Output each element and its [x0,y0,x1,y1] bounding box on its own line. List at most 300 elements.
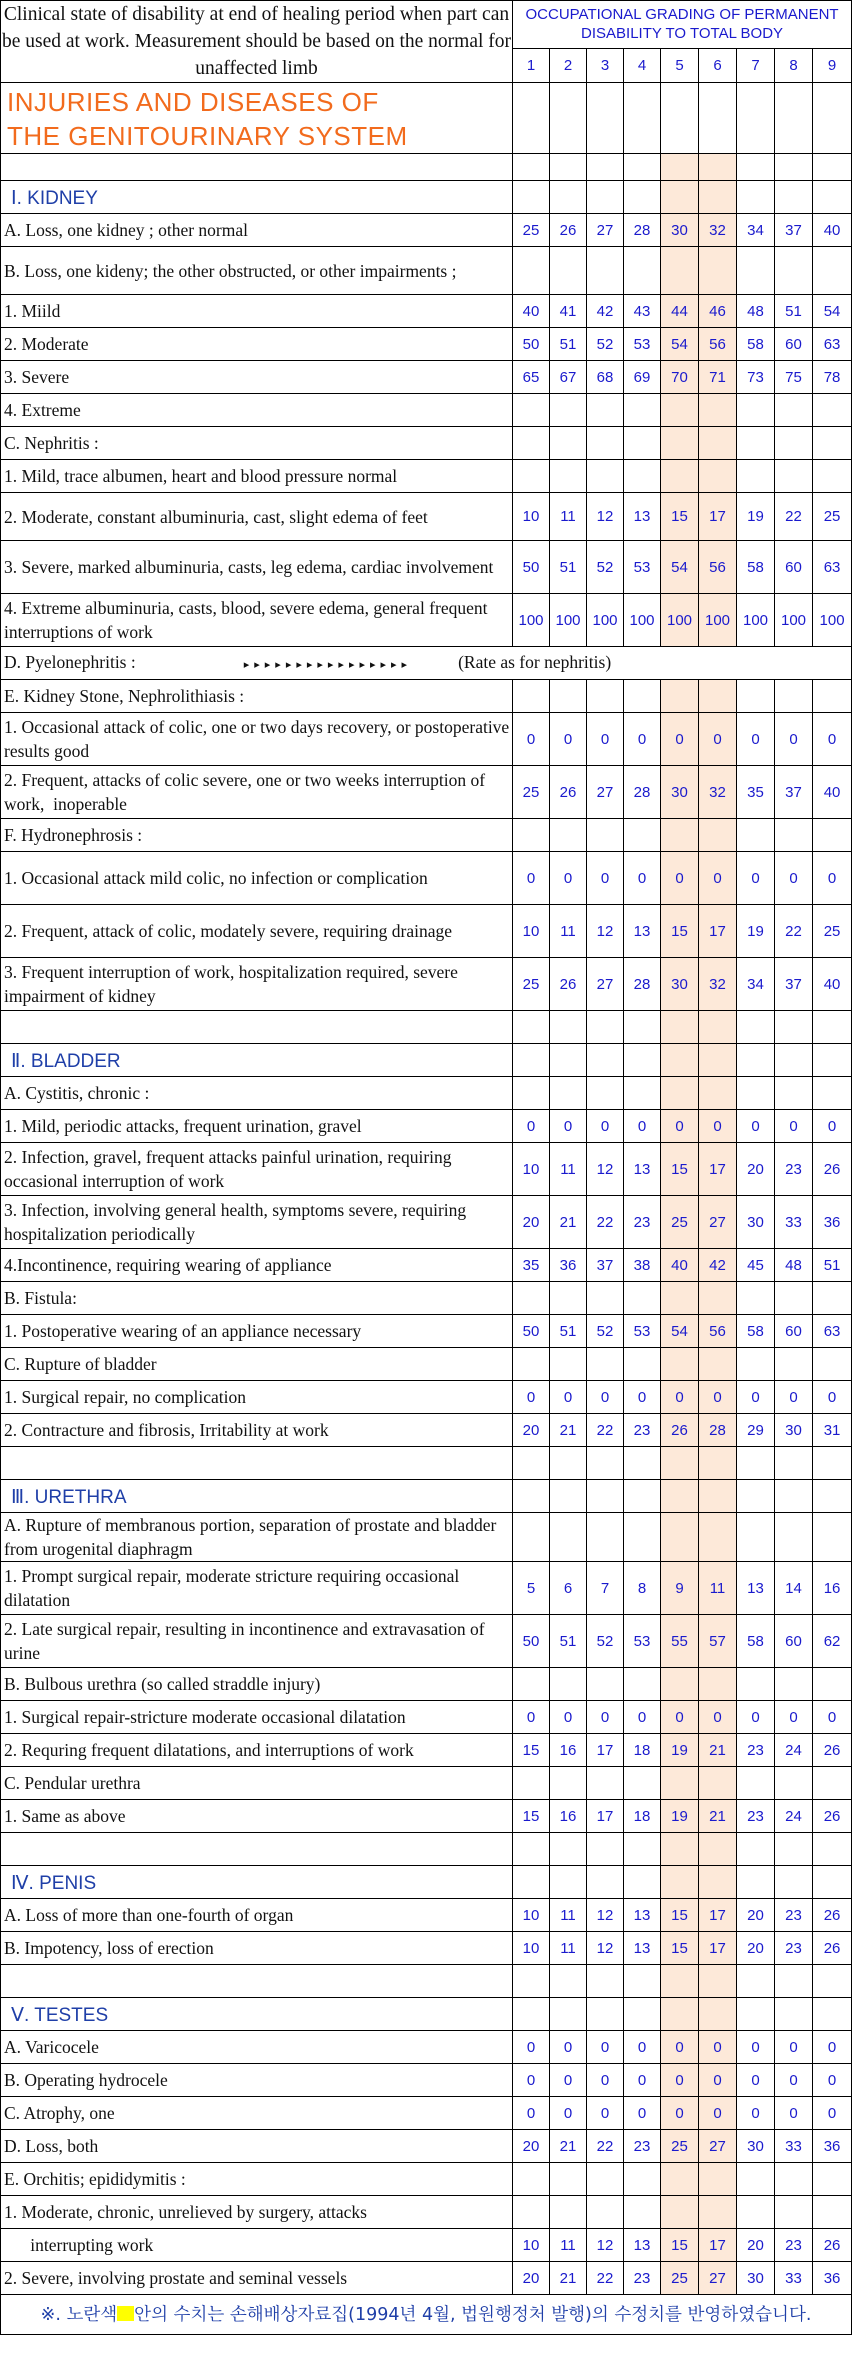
grade-value-col-8: 100 [775,594,813,647]
grade-value-col-2: 0 [550,852,587,905]
grade-value-col-9: 26 [813,1143,852,1196]
grade-value-col-2: 41 [550,295,587,328]
grade-value-col-5 [661,819,699,852]
grade-value-col-2: 6 [550,1562,587,1615]
disability-row [1,713,852,766]
grade-value-col-9: 0 [813,713,852,766]
grade-value-col-6 [699,181,737,214]
grade-value-col-3: 12 [587,1143,624,1196]
grade-value-col-4: 0 [624,1110,661,1143]
grade-value-col-2 [550,1767,587,1800]
grade-value-col-8: 33 [775,1196,813,1249]
grade-value-col-3: 42 [587,295,624,328]
disability-row [1,361,852,394]
disability-row [1,1800,852,1833]
grade-value-col-4: 0 [624,852,661,905]
row-label: 3. Severe, marked albuminuria, casts, leg edema, cardiac involvement [1,541,513,594]
grade-value-col-8: 14 [775,1562,813,1615]
grade-value-col-2 [550,680,587,713]
grade-value-col-9: 40 [813,766,852,819]
grade-value-col-3 [587,1348,624,1381]
grade-value-col-8: 23 [775,1932,813,1965]
row-label: 1. Mild, periodic attacks, frequent urination, gravel [1,1110,513,1143]
grade-value-col-2: 11 [550,905,587,958]
grade-value-col-3 [587,2196,624,2229]
grade-value-col-7: 20 [737,2229,775,2262]
grade-value-col-6 [699,1513,737,1562]
grade-value-col-4 [624,1011,661,1044]
grade-value-col-1 [513,1044,550,1077]
grade-value-col-4: 13 [624,2229,661,2262]
grade-value-col-8: 33 [775,2130,813,2163]
grade-value-col-7 [737,2196,775,2229]
grade-value-col-8 [775,460,813,493]
section-row [1,1866,852,1899]
disability-row [1,2130,852,2163]
grade-value-col-4 [624,819,661,852]
grade-value-col-2 [550,427,587,460]
grade-value-col-4 [624,394,661,427]
grade-value-col-7 [737,154,775,181]
disability-row [1,1249,852,1282]
grade-value-col-4: 53 [624,541,661,594]
grade-value-col-5: 15 [661,905,699,958]
disability-row [1,819,852,852]
grade-value-col-7: 20 [737,1932,775,1965]
grade-value-col-6: 0 [699,1701,737,1734]
row-label: 1. Postoperative wearing of an appliance necessary [1,1315,513,1348]
grade-value-col-2: 0 [550,2064,587,2097]
grade-value-col-1: 15 [513,1800,550,1833]
grade-value-col-6: 32 [699,214,737,247]
row-label: 2. Moderate, constant albuminuria, cast, slight edema of feet [1,493,513,541]
disability-row [1,214,852,247]
grade-value-col-4: 23 [624,2130,661,2163]
grade-value-col-4: 38 [624,1249,661,1282]
grade-value-col-7: 23 [737,1734,775,1767]
grade-value-col-4: 28 [624,214,661,247]
grade-value-col-5 [661,1480,699,1513]
empty-cell [1,154,513,181]
grade-value-col-7 [737,2163,775,2196]
grade-value-col-6 [699,427,737,460]
grade-value-col-8: 60 [775,541,813,594]
disability-row [1,1767,852,1800]
grade-value-col-4: 0 [624,2097,661,2130]
grade-value-col-8: 0 [775,2064,813,2097]
disability-row [1,2097,852,2130]
grade-value-col-2: 26 [550,958,587,1011]
grade-value-col-3 [587,1480,624,1513]
grade-value-col-8 [775,1767,813,1800]
column-header-6: 6 [699,48,737,82]
grade-value-col-1 [513,1866,550,1899]
grade-value-col-7: 19 [737,493,775,541]
grade-value-col-3 [587,154,624,181]
grade-value-col-4 [624,1833,661,1866]
grade-value-col-7: 58 [737,1315,775,1348]
grade-value-col-1: 25 [513,214,550,247]
section-heading: Ⅰ. KIDNEY [1,181,513,214]
grade-value-col-6 [699,460,737,493]
grade-value-col-8 [775,1011,813,1044]
disability-row [1,394,852,427]
row-label: 2. Frequent, attacks of colic severe, one or two weeks interruption of work, inoperable [1,766,513,819]
row-label: C. Pendular urethra [1,1767,513,1800]
grade-value-col-5 [661,1044,699,1077]
grade-value-col-9: 63 [813,1315,852,1348]
grade-value-col-6: 71 [699,361,737,394]
grade-value-col-2: 36 [550,1249,587,1282]
grade-value-col-1: 10 [513,905,550,958]
grade-value-col-1: 0 [513,2064,550,2097]
empty-cell [661,83,699,154]
grade-value-col-8: 37 [775,766,813,819]
grade-value-col-3: 0 [587,2031,624,2064]
grade-value-col-2: 21 [550,2130,587,2163]
grade-value-col-2 [550,2196,587,2229]
grade-value-col-9 [813,154,852,181]
grade-value-col-8 [775,680,813,713]
grade-value-col-3: 37 [587,1249,624,1282]
grade-value-col-6: 17 [699,1932,737,1965]
grade-value-col-1: 50 [513,1615,550,1668]
grade-value-col-4: 53 [624,1315,661,1348]
grade-value-col-4: 0 [624,2031,661,2064]
disability-row [1,1414,852,1447]
grade-value-col-2: 51 [550,1615,587,1668]
row-label: 2. Requring frequent dilatations, and interruptions of work [1,1734,513,1767]
grade-value-col-2 [550,154,587,181]
section-row [1,181,852,214]
grade-value-col-7: 58 [737,541,775,594]
grade-value-col-1: 5 [513,1562,550,1615]
grade-value-col-2: 100 [550,594,587,647]
disability-row [1,852,852,905]
grade-value-col-3 [587,1282,624,1315]
grade-value-col-2: 0 [550,1701,587,1734]
grade-value-col-9: 62 [813,1615,852,1668]
chapter-title: INJURIES AND DISEASES OF THE GENITOURINARY SYSTEM [1,83,513,154]
grade-value-col-3 [587,1965,624,1998]
grade-value-col-6 [699,1348,737,1381]
disability-row [1,1899,852,1932]
grade-value-col-6: 56 [699,328,737,361]
grade-value-col-8: 48 [775,1249,813,1282]
grade-value-col-9 [813,1668,852,1701]
grade-value-col-8: 24 [775,1734,813,1767]
grade-value-col-9 [813,1282,852,1315]
empty-cell [813,83,852,154]
disability-row [1,1077,852,1110]
grade-value-col-7 [737,1348,775,1381]
disability-row [1,1315,852,1348]
grade-value-col-3 [587,1447,624,1480]
grade-value-col-1: 0 [513,713,550,766]
row-label: A. Loss of more than one-fourth of organ [1,1899,513,1932]
grade-value-col-9: 16 [813,1562,852,1615]
blank-row [1,1965,852,1998]
grade-value-col-4 [624,1348,661,1381]
grade-value-col-6: 17 [699,1143,737,1196]
grade-value-col-3: 0 [587,2097,624,2130]
grade-value-col-2 [550,819,587,852]
grade-value-col-5 [661,1513,699,1562]
grade-value-col-9 [813,181,852,214]
grade-value-col-2: 51 [550,328,587,361]
grade-value-col-5: 0 [661,1381,699,1414]
grade-value-col-2 [550,1077,587,1110]
grade-value-col-2 [550,1998,587,2031]
grade-value-col-2 [550,1965,587,1998]
row-label: 4.Incontinence, requiring wearing of appliance [1,1249,513,1282]
grade-value-col-8 [775,1668,813,1701]
grade-value-col-4: 23 [624,1196,661,1249]
grade-value-col-9 [813,2196,852,2229]
empty-cell [737,83,775,154]
grade-value-col-1 [513,154,550,181]
grade-value-col-3: 0 [587,1701,624,1734]
grade-value-col-9: 26 [813,1932,852,1965]
grade-value-col-8: 23 [775,1143,813,1196]
grade-value-col-3: 0 [587,2064,624,2097]
grade-value-col-8: 60 [775,1615,813,1668]
grade-value-col-8 [775,394,813,427]
grade-value-col-2: 26 [550,214,587,247]
grade-value-col-9 [813,247,852,295]
grade-value-col-5: 15 [661,493,699,541]
grade-value-col-7 [737,1767,775,1800]
grade-value-col-7 [737,247,775,295]
grade-value-col-1: 10 [513,493,550,541]
grade-value-col-6 [699,680,737,713]
row-label: E. Orchitis; epididymitis : [1,2163,513,2196]
disability-row [1,1668,852,1701]
grade-value-col-3: 52 [587,541,624,594]
grade-value-col-9: 0 [813,1381,852,1414]
empty-cell [775,83,813,154]
grade-value-col-1: 35 [513,1249,550,1282]
grade-value-col-8: 0 [775,1701,813,1734]
blank-row [1,154,852,181]
grade-value-col-6: 46 [699,295,737,328]
grade-value-col-4: 53 [624,328,661,361]
grade-value-col-1: 25 [513,958,550,1011]
grade-value-col-1 [513,1447,550,1480]
grade-value-col-5 [661,247,699,295]
column-header-7: 7 [737,48,775,82]
grade-value-col-4 [624,1965,661,1998]
grade-value-col-5 [661,1998,699,2031]
grade-value-col-9 [813,1998,852,2031]
grade-value-col-8: 0 [775,713,813,766]
grade-value-col-3 [587,1044,624,1077]
grade-value-col-8 [775,1866,813,1899]
grade-value-col-6: 0 [699,2097,737,2130]
disability-row [1,1562,852,1615]
grade-value-col-2 [550,1011,587,1044]
grade-value-col-6 [699,2163,737,2196]
grade-value-col-7: 0 [737,1701,775,1734]
grade-value-col-9 [813,1513,852,1562]
row-label: 2. Frequent, attack of colic, modately severe, requiring drainage [1,905,513,958]
disability-row [1,1143,852,1196]
grade-value-col-2 [550,1513,587,1562]
grade-value-col-2: 0 [550,713,587,766]
grade-value-col-2 [550,1833,587,1866]
disability-row [1,766,852,819]
grade-value-col-9: 25 [813,493,852,541]
grade-value-col-8 [775,1348,813,1381]
grade-value-col-3: 17 [587,1800,624,1833]
disability-row [1,541,852,594]
row-label: 3. Frequent interruption of work, hospitalization required, severe impairment of kidney [1,958,513,1011]
grade-value-col-3: 12 [587,1899,624,1932]
empty-cell [1,1833,513,1866]
grade-value-col-4 [624,1767,661,1800]
grade-value-col-7 [737,1282,775,1315]
grade-value-col-3 [587,1668,624,1701]
grade-value-col-9: 26 [813,1800,852,1833]
grade-value-col-1: 0 [513,2097,550,2130]
grade-value-col-3: 12 [587,1932,624,1965]
grade-value-col-4: 13 [624,1899,661,1932]
grade-value-col-9: 100 [813,594,852,647]
rate-note: (Rate as for nephritis) [458,651,612,672]
row-label: 4. Extreme albuminuria, casts, blood, severe edema, general frequent interruptions of work [1,594,513,647]
row-label: A. Varicocele [1,2031,513,2064]
grade-value-col-8 [775,1447,813,1480]
grade-value-col-5: 26 [661,1414,699,1447]
grade-value-col-8: 0 [775,852,813,905]
column-header-4: 4 [624,48,661,82]
grade-value-col-8 [775,1833,813,1866]
disability-row [1,2031,852,2064]
grade-value-col-7: 100 [737,594,775,647]
section-row [1,1044,852,1077]
grade-value-col-8 [775,154,813,181]
grade-value-col-7: 30 [737,2262,775,2295]
grade-value-col-4: 13 [624,1143,661,1196]
grade-value-col-6: 56 [699,1315,737,1348]
grade-value-col-9 [813,460,852,493]
grade-value-col-5: 0 [661,713,699,766]
grade-value-col-8: 22 [775,905,813,958]
grade-value-col-4 [624,1513,661,1562]
row-label: D. Loss, both [1,2130,513,2163]
grade-value-col-9: 26 [813,2229,852,2262]
grade-value-col-8: 51 [775,295,813,328]
section-heading: Ⅲ. URETHRA [1,1480,513,1513]
grade-value-col-9 [813,1480,852,1513]
grade-value-col-6 [699,1480,737,1513]
grade-value-col-5: 0 [661,2097,699,2130]
disability-row [1,2262,852,2295]
grade-value-col-1 [513,247,550,295]
grade-value-col-9: 63 [813,328,852,361]
grade-value-col-6: 27 [699,2130,737,2163]
arrow-leader-icon: ▸▸▸▸▸▸▸▸▸▸▸▸▸▸▸▸ [243,657,413,671]
grade-value-col-7: 58 [737,328,775,361]
grade-value-col-6: 0 [699,1110,737,1143]
column-header-9: 9 [813,48,852,82]
grade-value-col-5 [661,1282,699,1315]
grade-value-col-1 [513,181,550,214]
grade-value-col-9 [813,1447,852,1480]
grade-value-col-3: 52 [587,1315,624,1348]
column-header-8: 8 [775,48,813,82]
disability-row [1,295,852,328]
grade-value-col-5: 70 [661,361,699,394]
grade-value-col-9: 0 [813,2064,852,2097]
disability-row [1,1513,852,1562]
disability-row [1,905,852,958]
disability-row [1,1381,852,1414]
grade-value-col-3: 22 [587,2130,624,2163]
grade-value-col-1: 25 [513,766,550,819]
row-label: 1. Moderate, chronic, unrelieved by surgery, attacks [1,2196,513,2229]
grade-value-col-2: 11 [550,1143,587,1196]
grade-value-col-9: 0 [813,1110,852,1143]
grade-value-col-4 [624,460,661,493]
grade-value-col-1 [513,1480,550,1513]
grade-value-col-9 [813,819,852,852]
grade-value-col-8: 37 [775,958,813,1011]
grade-value-col-2: 21 [550,1414,587,1447]
grade-value-col-7: 34 [737,214,775,247]
grade-value-col-3: 0 [587,852,624,905]
grade-value-col-5 [661,427,699,460]
grade-value-col-3: 12 [587,905,624,958]
grade-value-col-9: 26 [813,1734,852,1767]
disability-row [1,460,852,493]
grade-value-col-7: 0 [737,2097,775,2130]
grade-value-col-6: 27 [699,1196,737,1249]
grade-value-col-3 [587,1767,624,1800]
grade-value-col-3: 12 [587,2229,624,2262]
grade-value-col-3: 27 [587,766,624,819]
grade-value-col-5: 44 [661,295,699,328]
grade-value-col-6: 21 [699,1734,737,1767]
blank-row [1,1447,852,1480]
grade-value-col-1 [513,1998,550,2031]
grade-value-col-2: 11 [550,1899,587,1932]
grade-value-col-1: 20 [513,1414,550,1447]
row-label: D. Pyelonephritis : [4,651,136,672]
grade-value-col-5: 0 [661,1110,699,1143]
grade-value-col-2 [550,2163,587,2196]
row-label: 1. Occasional attack mild colic, no infection or complication [1,852,513,905]
grade-value-col-8 [775,1513,813,1562]
grade-value-col-5 [661,1833,699,1866]
grade-value-col-3: 22 [587,1196,624,1249]
grade-value-col-7: 48 [737,295,775,328]
grade-value-col-8: 37 [775,214,813,247]
blank-row [1,1833,852,1866]
grade-value-col-7 [737,394,775,427]
row-label: 1. Mild, trace albumen, heart and blood pressure normal [1,460,513,493]
grade-value-col-1: 65 [513,361,550,394]
grade-value-col-5: 54 [661,328,699,361]
disability-row [1,680,852,713]
grade-value-col-9 [813,1965,852,1998]
grade-value-col-9: 31 [813,1414,852,1447]
grade-value-col-5 [661,460,699,493]
grade-value-col-1: 50 [513,328,550,361]
grade-value-col-6 [699,1011,737,1044]
grade-value-col-1: 20 [513,2130,550,2163]
row-label: 1. Occasional attack of colic, one or two days recovery, or postoperative results good [1,713,513,766]
